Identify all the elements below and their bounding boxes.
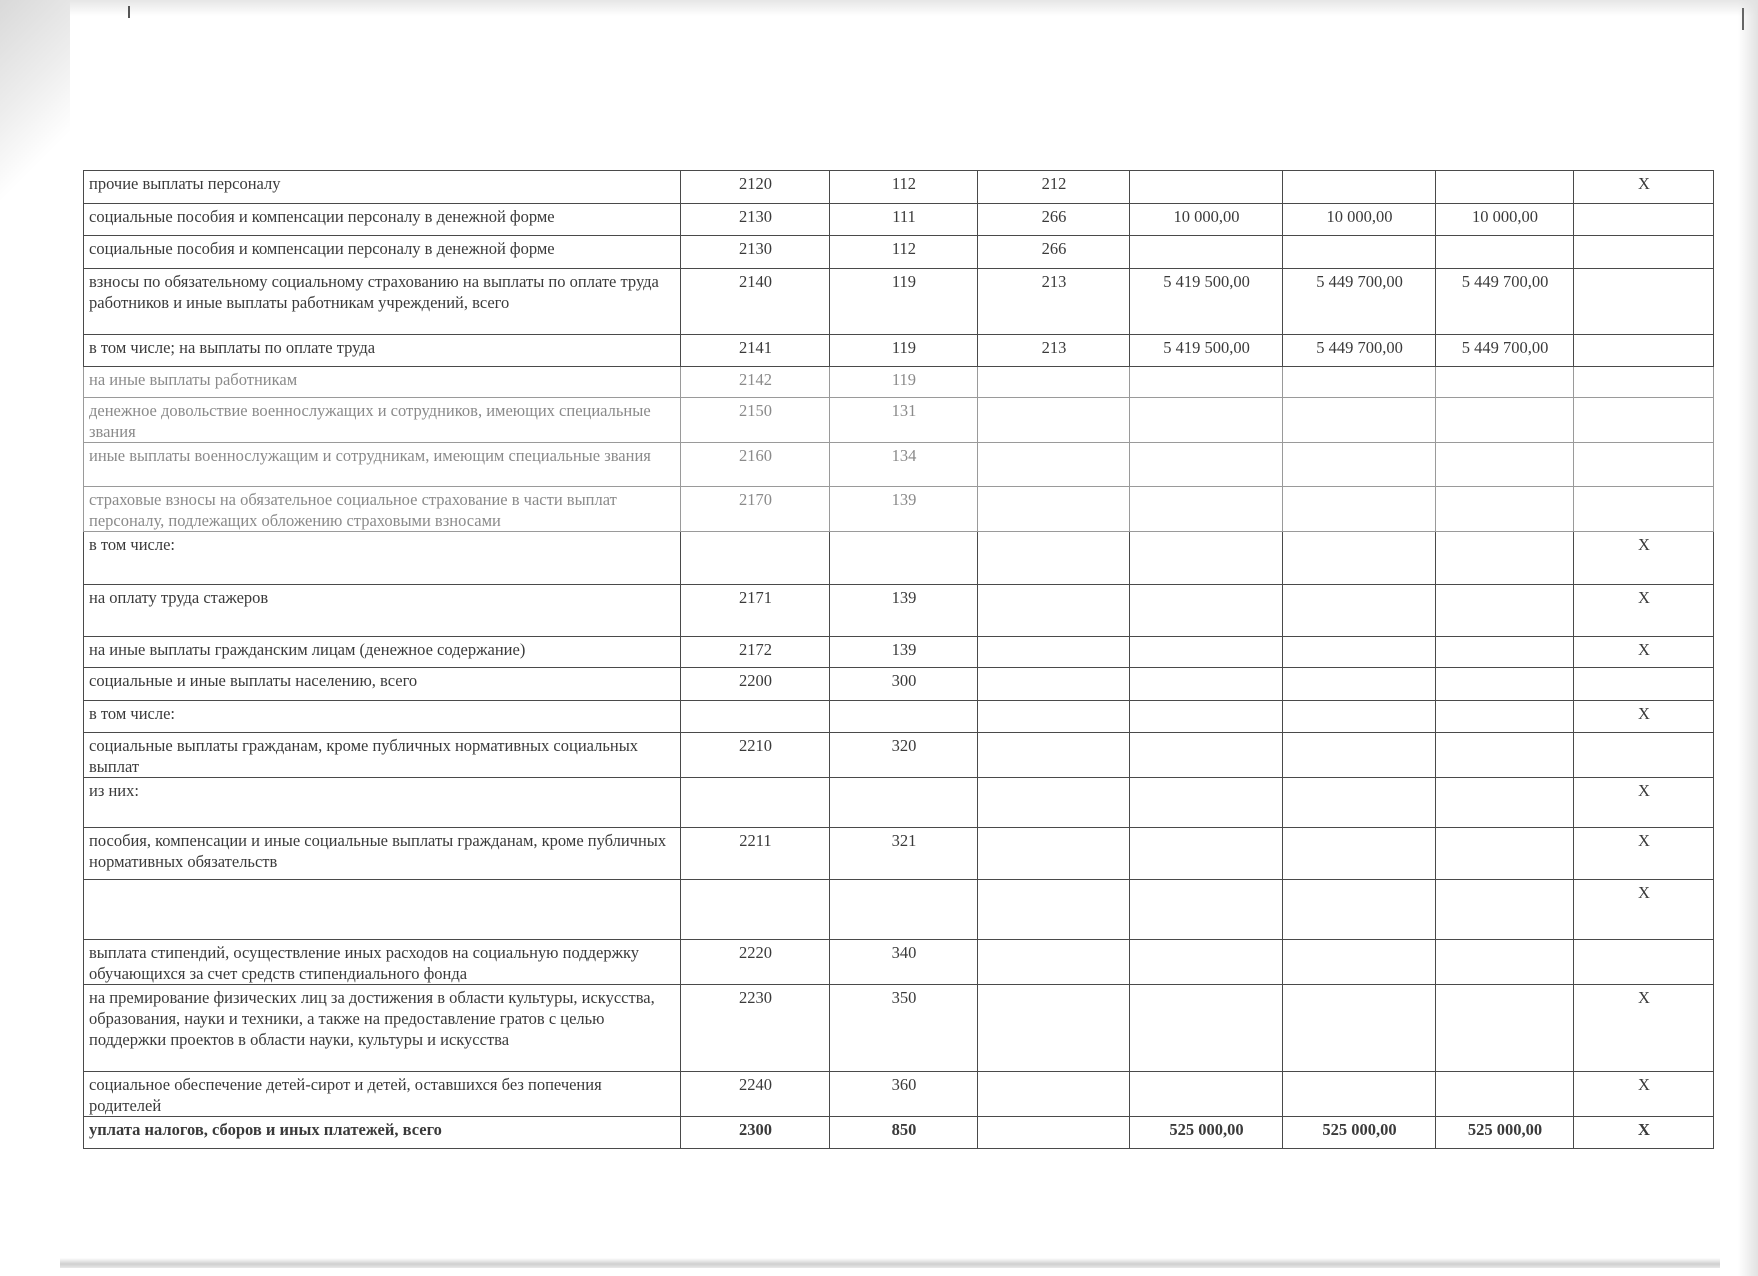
cell-expense-code [830, 701, 978, 733]
cell-amount-year2 [1283, 585, 1436, 637]
cell-expense-code [830, 532, 978, 585]
cell-expense-code [830, 778, 978, 828]
cell-expense-code: 119 [830, 269, 978, 335]
table-row [84, 204, 1714, 236]
cell-amount-year1 [1130, 828, 1283, 880]
cell-marker [1574, 733, 1714, 778]
scan-shadow-right [1738, 0, 1758, 1276]
cell-amount-year2 [1283, 236, 1436, 269]
table-row [84, 236, 1714, 269]
cell-amount-year2 [1283, 880, 1436, 940]
cell-amount-year3 [1436, 398, 1574, 443]
cell-marker: X [1574, 880, 1714, 940]
cell-name: из них: [84, 778, 681, 828]
scan-mark-right [1742, 8, 1744, 30]
table-row [84, 269, 1714, 335]
cell-marker: X [1574, 1072, 1714, 1117]
cell-amount-year2 [1283, 367, 1436, 398]
table-row [84, 940, 1714, 985]
cell-amount-year3 [1436, 1072, 1574, 1117]
cell-expense-code [830, 880, 978, 940]
cell-marker [1574, 940, 1714, 985]
cell-expense-code: 112 [830, 171, 978, 204]
cell-amount-year1 [1130, 487, 1283, 532]
cell-line-code: 2230 [681, 985, 830, 1072]
cell-line-code: 2170 [681, 487, 830, 532]
cell-amount-year1 [1130, 398, 1283, 443]
cell-line-code: 2200 [681, 668, 830, 701]
cell-amount-year2: 525 000,00 [1283, 1117, 1436, 1149]
cell-marker [1574, 236, 1714, 269]
cell-kosgu-code [978, 585, 1130, 637]
cell-marker [1574, 367, 1714, 398]
cell-amount-year2 [1283, 733, 1436, 778]
table-row [84, 171, 1714, 204]
cell-expense-code: 131 [830, 398, 978, 443]
cell-amount-year1 [1130, 940, 1283, 985]
cell-amount-year3 [1436, 668, 1574, 701]
table-row [84, 532, 1714, 585]
cell-amount-year1 [1130, 532, 1283, 585]
cell-name: социальные и иные выплаты населению, всего [84, 668, 681, 701]
cell-expense-code: 139 [830, 487, 978, 532]
cell-line-code: 2211 [681, 828, 830, 880]
cell-amount-year1: 10 000,00 [1130, 204, 1283, 236]
table-row [84, 778, 1714, 828]
cell-line-code [681, 778, 830, 828]
cell-amount-year2: 5 449 700,00 [1283, 335, 1436, 367]
cell-expense-code: 111 [830, 204, 978, 236]
cell-marker [1574, 668, 1714, 701]
scan-shadow-corner [0, 0, 70, 200]
cell-kosgu-code [978, 701, 1130, 733]
cell-amount-year3 [1436, 236, 1574, 269]
cell-amount-year3 [1436, 487, 1574, 532]
scan-shadow-bottom [60, 1258, 1720, 1268]
cell-name: в том числе; на выплаты по оплате труда [84, 335, 681, 367]
cell-line-code: 2130 [681, 204, 830, 236]
table-body [84, 171, 1714, 1149]
cell-kosgu-code [978, 778, 1130, 828]
cell-expense-code: 350 [830, 985, 978, 1072]
cell-name: денежное довольствие военнослужащих и сотрудников, имеющих специальные звания [84, 398, 681, 443]
cell-line-code: 2120 [681, 171, 830, 204]
cell-amount-year2 [1283, 443, 1436, 487]
cell-amount-year3 [1436, 532, 1574, 585]
cell-amount-year3 [1436, 585, 1574, 637]
cell-name: иные выплаты военнослужащим и сотрудникам, имеющим специальные звания [84, 443, 681, 487]
cell-amount-year2 [1283, 940, 1436, 985]
cell-kosgu-code [978, 940, 1130, 985]
cell-amount-year3 [1436, 733, 1574, 778]
cell-line-code: 2172 [681, 637, 830, 668]
cell-line-code: 2142 [681, 367, 830, 398]
cell-kosgu-code: 212 [978, 171, 1130, 204]
table-row [84, 1117, 1714, 1149]
cell-amount-year3 [1436, 701, 1574, 733]
cell-name: прочие выплаты персоналу [84, 171, 681, 204]
scan-mark [128, 6, 130, 18]
cell-amount-year2 [1283, 487, 1436, 532]
cell-amount-year1 [1130, 443, 1283, 487]
cell-kosgu-code [978, 443, 1130, 487]
cell-line-code: 2150 [681, 398, 830, 443]
cell-marker [1574, 269, 1714, 335]
cell-kosgu-code [978, 367, 1130, 398]
cell-name: социальные пособия и компенсации персоналу в денежной форме [84, 204, 681, 236]
cell-name: социальное обеспечение детей-сирот и детей, оставшихся без попечения родителей [84, 1072, 681, 1117]
cell-amount-year1 [1130, 171, 1283, 204]
table-row [84, 1072, 1714, 1117]
cell-amount-year2 [1283, 532, 1436, 585]
cell-name [84, 880, 681, 940]
table-row [84, 443, 1714, 487]
cell-marker: X [1574, 637, 1714, 668]
cell-amount-year3: 5 449 700,00 [1436, 269, 1574, 335]
cell-marker: X [1574, 585, 1714, 637]
cell-amount-year2 [1283, 171, 1436, 204]
cell-amount-year2 [1283, 398, 1436, 443]
cell-kosgu-code [978, 1117, 1130, 1149]
table-row [84, 585, 1714, 637]
cell-name: социальные выплаты гражданам, кроме публичных нормативных социальных выплат [84, 733, 681, 778]
cell-amount-year1 [1130, 1072, 1283, 1117]
table-row [84, 985, 1714, 1072]
cell-amount-year1 [1130, 236, 1283, 269]
table-row [84, 701, 1714, 733]
cell-name: в том числе: [84, 532, 681, 585]
cell-amount-year3 [1436, 171, 1574, 204]
cell-amount-year3 [1436, 443, 1574, 487]
cell-marker: X [1574, 1117, 1714, 1149]
cell-kosgu-code [978, 668, 1130, 701]
cell-line-code: 2140 [681, 269, 830, 335]
cell-line-code: 2171 [681, 585, 830, 637]
cell-expense-code: 360 [830, 1072, 978, 1117]
cell-name: социальные пособия и компенсации персоналу в денежной форме [84, 236, 681, 269]
cell-name: уплата налогов, сборов и иных платежей, всего [84, 1117, 681, 1149]
cell-amount-year3: 5 449 700,00 [1436, 335, 1574, 367]
cell-expense-code: 119 [830, 335, 978, 367]
cell-amount-year2: 10 000,00 [1283, 204, 1436, 236]
cell-marker [1574, 487, 1714, 532]
cell-line-code: 2160 [681, 443, 830, 487]
table-row [84, 668, 1714, 701]
cell-marker [1574, 204, 1714, 236]
cell-amount-year3 [1436, 778, 1574, 828]
cell-kosgu-code [978, 1072, 1130, 1117]
cell-marker [1574, 443, 1714, 487]
cell-line-code: 2130 [681, 236, 830, 269]
cell-kosgu-code: 213 [978, 269, 1130, 335]
table-row [84, 733, 1714, 778]
cell-name: выплата стипендий, осуществление иных расходов на социальную поддержку обучающихся за счет средств стипендиального фонда [84, 940, 681, 985]
cell-name: на оплату труда стажеров [84, 585, 681, 637]
cell-expense-code: 119 [830, 367, 978, 398]
cell-kosgu-code [978, 637, 1130, 668]
cell-amount-year3: 525 000,00 [1436, 1117, 1574, 1149]
table-row [84, 367, 1714, 398]
cell-line-code [681, 880, 830, 940]
table-row [84, 828, 1714, 880]
table-row [84, 880, 1714, 940]
cell-amount-year2 [1283, 637, 1436, 668]
cell-amount-year2 [1283, 828, 1436, 880]
cell-amount-year1: 5 419 500,00 [1130, 269, 1283, 335]
cell-amount-year1 [1130, 668, 1283, 701]
cell-name: в том числе: [84, 701, 681, 733]
cell-amount-year3 [1436, 985, 1574, 1072]
cell-expense-code: 139 [830, 585, 978, 637]
cell-expense-code: 112 [830, 236, 978, 269]
cell-amount-year1 [1130, 778, 1283, 828]
cell-marker: X [1574, 985, 1714, 1072]
cell-name: на иные выплаты работникам [84, 367, 681, 398]
cell-amount-year1 [1130, 733, 1283, 778]
cell-amount-year1 [1130, 637, 1283, 668]
cell-kosgu-code [978, 733, 1130, 778]
cell-amount-year2 [1283, 778, 1436, 828]
cell-kosgu-code [978, 532, 1130, 585]
cell-line-code [681, 701, 830, 733]
cell-amount-year3: 10 000,00 [1436, 204, 1574, 236]
cell-amount-year2 [1283, 668, 1436, 701]
cell-kosgu-code [978, 398, 1130, 443]
cell-line-code: 2240 [681, 1072, 830, 1117]
cell-expense-code: 300 [830, 668, 978, 701]
table-row [84, 487, 1714, 532]
cell-amount-year1: 525 000,00 [1130, 1117, 1283, 1149]
cell-amount-year1 [1130, 985, 1283, 1072]
cell-amount-year2 [1283, 985, 1436, 1072]
cell-kosgu-code [978, 487, 1130, 532]
cell-amount-year1 [1130, 585, 1283, 637]
cell-amount-year2: 5 449 700,00 [1283, 269, 1436, 335]
cell-kosgu-code [978, 828, 1130, 880]
cell-expense-code: 321 [830, 828, 978, 880]
cell-expense-code: 320 [830, 733, 978, 778]
cell-amount-year1: 5 419 500,00 [1130, 335, 1283, 367]
cell-marker: X [1574, 701, 1714, 733]
cell-name: страховые взносы на обязательное социальное страхование в части выплат персоналу, подлежащих обложению страховыми взносами [84, 487, 681, 532]
cell-marker: X [1574, 778, 1714, 828]
cell-amount-year3 [1436, 940, 1574, 985]
table-row [84, 637, 1714, 668]
cell-expense-code: 340 [830, 940, 978, 985]
cell-kosgu-code [978, 880, 1130, 940]
cell-marker [1574, 335, 1714, 367]
cell-expense-code: 139 [830, 637, 978, 668]
cell-amount-year2 [1283, 701, 1436, 733]
cell-kosgu-code: 266 [978, 204, 1130, 236]
cell-marker: X [1574, 171, 1714, 204]
cell-name: пособия, компенсации и иные социальные выплаты гражданам, кроме публичных нормативных обязательств [84, 828, 681, 880]
cell-name: взносы по обязательному социальному страхованию на выплаты по оплате труда работников и иные выплаты работникам учреждений, всего [84, 269, 681, 335]
cell-marker: X [1574, 828, 1714, 880]
cell-marker: X [1574, 532, 1714, 585]
cell-amount-year3 [1436, 367, 1574, 398]
cell-line-code [681, 532, 830, 585]
cell-amount-year1 [1130, 880, 1283, 940]
cell-expense-code: 850 [830, 1117, 978, 1149]
cell-amount-year1 [1130, 367, 1283, 398]
cell-name: на премирование физических лиц за достижения в области культуры, искусства, образования, науки и техники, а также на предоставление гратов с целью поддержки проектов в области науки, культуры и искусства [84, 985, 681, 1072]
budget-table [83, 170, 1714, 1149]
table-row [84, 335, 1714, 367]
cell-amount-year3 [1436, 880, 1574, 940]
cell-line-code: 2141 [681, 335, 830, 367]
cell-line-code: 2210 [681, 733, 830, 778]
cell-kosgu-code: 213 [978, 335, 1130, 367]
cell-marker [1574, 398, 1714, 443]
cell-amount-year2 [1283, 1072, 1436, 1117]
table-row [84, 398, 1714, 443]
cell-amount-year3 [1436, 637, 1574, 668]
cell-kosgu-code [978, 985, 1130, 1072]
cell-amount-year1 [1130, 701, 1283, 733]
scan-shadow-top [0, 0, 1758, 16]
cell-name: на иные выплаты гражданским лицам (денежное содержание) [84, 637, 681, 668]
cell-amount-year3 [1436, 828, 1574, 880]
cell-line-code: 2220 [681, 940, 830, 985]
cell-expense-code: 134 [830, 443, 978, 487]
cell-kosgu-code: 266 [978, 236, 1130, 269]
cell-line-code: 2300 [681, 1117, 830, 1149]
